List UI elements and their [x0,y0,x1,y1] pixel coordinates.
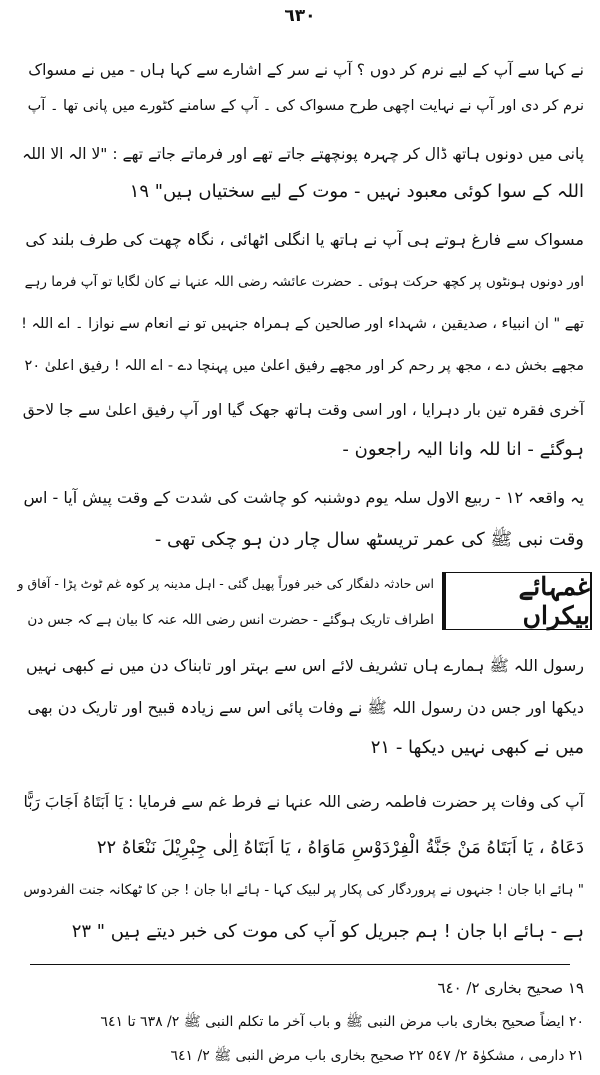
footnote: ٢٠ ایضاً صحیح بخاری باب مرض النبی ﷺ و باب آخر ما تکلم النبی ﷺ ٢/ ٦٣٨ تا ٦٤١ [100,1014,584,1030]
text-line: اللہ کے سوا کوئی معبود نہیں - موت کے لیے سختیاں ہیں" ١٩ [129,181,584,202]
text-line: مجھے بخش دے ، مجھ پر رحم کر اور مجھے رفیق اعلیٰ میں پہنچا دے - اے اللہ ! رفیق اعلیٰ ٢٠ [24,358,584,374]
side-heading: غمہائے بیکراں [518,572,590,630]
text-line: نرم کر دی اور آپ نے نہایت اچھی طرح مسواک کی ۔ آپ کے سامنے کٹورے میں پانی تھا ۔ آپ [27,98,584,114]
text-line: یہ واقعہ ١٢ - ربیع الاول سلہ یوم دوشنبہ کو چاشت کی شدت کے وقت پیش آیا - اس [23,488,584,507]
text-line: رسول اللہ ﷺ ہمارے ہاں تشریف لائے اس سے بہتر اور تابناک دن میں نے کبھی نہیں [25,656,584,675]
footnote-separator [30,964,570,965]
text-line: دَعَاهُ ، یَا اَبَتَاهُ مَنْ جَنَّةُ الْفِرْدَوْسِ مَاوَاهُ ، یَا اَبَتَاهُ اِلٰی جِبْرِیْلَ نَنْعَاهُ ٢٢ [96,837,584,858]
text-line: آخری فقرہ تین بار دہرایا ، اور اسی وقت ہاتھ جھک گیا اور آپ رفیق اعلیٰ سے جا لاحق [22,401,584,419]
footnote: ١٩ صحیح بخاری ٢/ ٦٤٠ [437,979,584,997]
text-line: تھے " ان انبیاء ، صدیقین ، شہداء اور صالحین کے ہمراہ جنہیں تو نے انعام سے نوازا ۔ اے اللہ ! [21,316,584,332]
page-number: ٦٣٠ [284,6,316,26]
text-line: اطراف تاریک ہوگئے - حضرت انس رضی اللہ عنہ کا بیان ہے کہ جس دن [27,612,434,628]
text-line: آپ کی وفات پر حضرت فاطمہ رضی اللہ عنہا نے فرط غم سے فرمایا : یَا اَبَتَاهُ اَجَابَ رَبًّا [23,793,584,811]
text-line: اور دونوں ہونٹوں پر کچھ حرکت ہوئی ۔ حضرت عائشہ رضی اللہ عنہا نے کان لگایا تو آپ فرما رہے [24,274,584,290]
text-line: " ہائے ابا جان ! جنہوں نے پروردگار کی پکار پر لبیک کہا - ہائے ابا جان ! جن کا ٹھکانہ جنت الفردوس [23,882,584,898]
text-line: نے کہا سے آپ کے لیے نرم کر دوں ؟ آپ نے سر کے اشارے سے کہا ہاں - میں نے مسواک [28,61,584,79]
text-line: میں نے کبھی نہیں دیکھا - ٢١ [370,737,584,758]
text-line: دیکھا اور جس دن رسول اللہ ﷺ نے وفات پائی اس سے زیادہ قبیح اور تاریک دن بھی [27,698,584,717]
footnote: ٢١ دارمی ، مشکوٰۃ ٢/ ٥٤٧ ٢٢ صحیح بخاری باب مرض النبی ﷺ ٢/ ٦٤١ [170,1048,584,1064]
side-heading-box [442,572,592,630]
text-line: ہے - ہائے ابا جان ! ہم جبریل کو آپ کی موت کی خبر دیتے ہیں " ٢٣ [71,921,584,942]
text-line: پانی میں دونوں ہاتھ ڈال کر چہرہ پونچھتے جاتے تھے اور فرماتے جاتے تھے : "لا الہ الا اللہ [22,145,584,163]
text-line: ہوگئے - انا للہ وانا الیہ راجعون - [342,439,584,460]
text-line: اس حادثہ دلفگار کی خبر فوراً پھیل گئی - اہل مدینہ پر کوہ غم ٹوٹ پڑا - آفاق و [17,576,434,591]
text-line: مسواک سے فارغ ہوتے ہی آپ نے ہاتھ یا انگلی اٹھائی ، نگاہ چھت کی طرف بلند کی [25,230,584,249]
text-line: وقت نبی ﷺ کی عمر تریسٹھ سال چار دن ہو چکی تھی - [154,529,584,550]
